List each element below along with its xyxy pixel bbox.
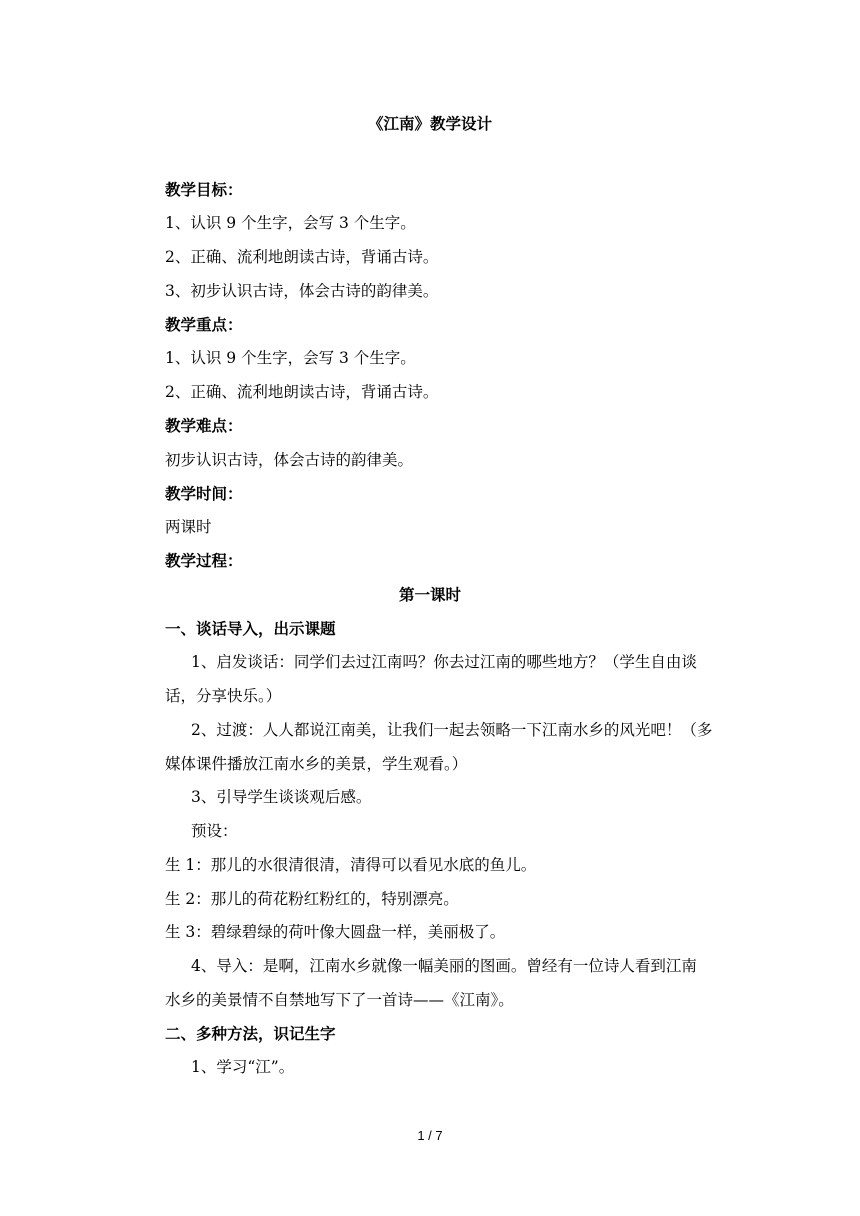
goal-item: 2、正确、流利地朗读古诗，背诵古诗。 [165,248,439,266]
difficulty-text: 初步认识古诗，体会古诗的韵律美。 [165,451,414,469]
lesson-title: 第一课时 [398,586,461,604]
student-response: 生 3：碧绿碧绿的荷叶像大圆盘一样，美丽极了。 [165,923,506,941]
goals-heading: 教学目标： [165,181,243,199]
student-response: 生 1：那儿的水很清很清，清得可以看见水底的鱼儿。 [165,856,537,874]
paragraph-line: 预设： [191,822,238,840]
paragraph-line: 话，分享快乐。） [165,687,282,705]
section1-heading: 一、谈话导入，出示课题 [165,620,336,638]
section2-heading: 二、多种方法，识记生字 [165,1025,336,1043]
key-point-item: 2、正确、流利地朗读古诗，背诵古诗。 [165,383,439,401]
key-heading: 教学重点： [165,316,243,334]
paragraph-line: 1、启发谈话：同学们去过江南吗？你去过江南的哪些地方？（学生自由谈 [191,653,697,671]
paragraph-line: 2、过渡：人人都说江南美，让我们一起去领略一下江南水乡的风光吧！（多 [191,721,713,739]
paragraph-line: 水乡的美景情不自禁地写下了一首诗——《江南》。 [165,991,514,1009]
paragraph-line: 媒体课件播放江南水乡的美景，学生观看。） [165,755,468,773]
paragraph-line: 1、学习“江”。 [191,1058,295,1076]
document-title: 《江南》教学设计 [367,115,492,133]
time-heading: 教学时间： [165,485,243,503]
paragraph-line: 4、导入：是啊，江南水乡就像一幅美丽的图画。曾经有一位诗人看到江南 [191,957,697,975]
goal-item: 1、认识 9 个生字，会写 3 个生字。 [165,214,416,232]
difficulty-heading: 教学难点： [165,417,243,435]
student-response: 生 2：那儿的荷花粉红粉红的，特别漂亮。 [165,890,459,908]
paragraph-line: 3、引导学生谈谈观后感。 [191,788,372,806]
time-text: 两课时 [165,518,212,536]
key-point-item: 1、认识 9 个生字，会写 3 个生字。 [165,349,416,367]
process-heading: 教学过程： [165,552,243,570]
page-number: 1 / 7 [417,1128,443,1143]
goal-item: 3、初步认识古诗，体会古诗的韵律美。 [165,282,439,300]
